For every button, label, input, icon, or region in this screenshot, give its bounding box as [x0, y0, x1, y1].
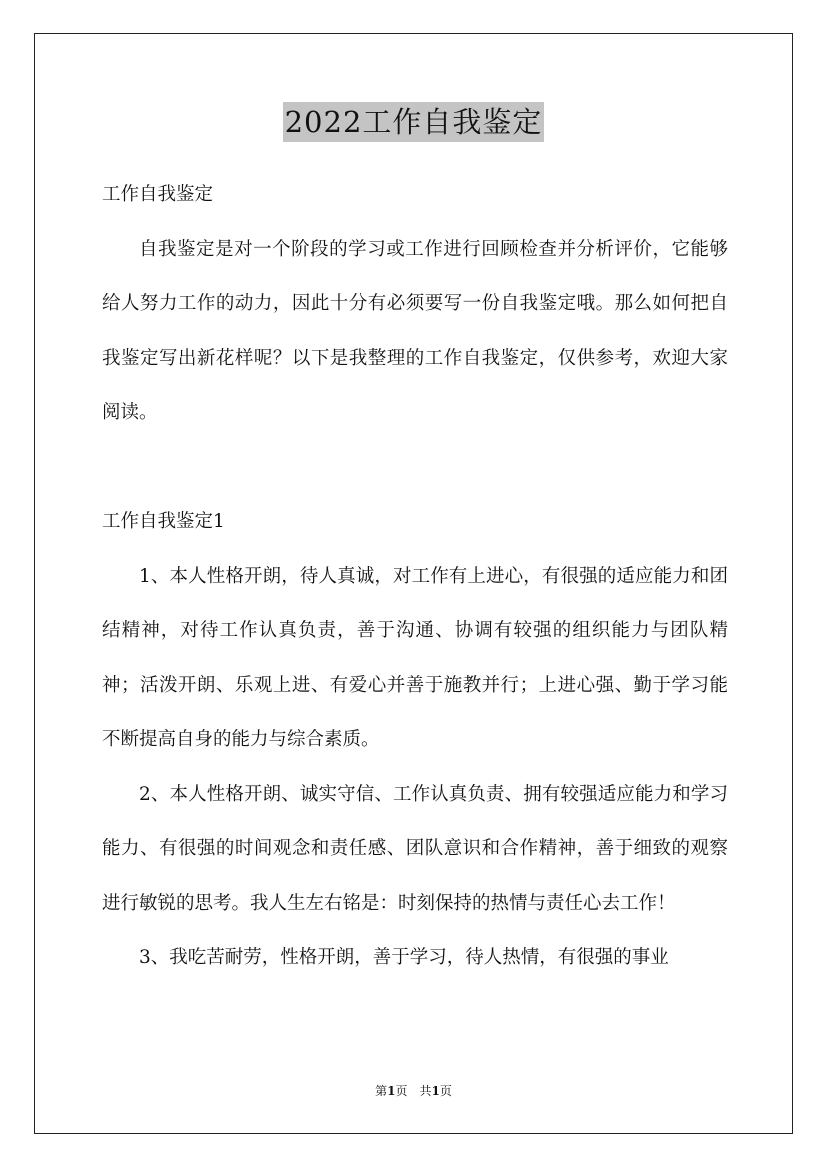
footer-page-total: 1	[431, 1084, 440, 1098]
body-paragraph-3: 3、我吃苦耐劳，性格开朗，善于学习，待人热情，有很强的事业	[139, 947, 669, 968]
footer-page-number: 1	[387, 1084, 396, 1098]
body-paragraph-1: 1、本人性格开朗，待人真诚，对工作有上进心，有很强的适应能力和团结精神，对待工作认真负责，善于沟通、协调有较强的组织能力与团队精神；活泼开朗、乐观上进、有爱心并善于施教并行；上进心强、勤于学习能不断提高自身的能力与综合素质。	[102, 565, 728, 750]
document-title: 2022工作自我鉴定	[283, 102, 545, 142]
footer-page-suffix: 页	[439, 1084, 452, 1098]
footer-page-mid: 页 共	[395, 1084, 432, 1098]
page-footer	[0, 1083, 827, 1099]
intro-heading: 工作自我鉴定	[102, 184, 214, 205]
footer-page-prefix: 第	[375, 1084, 388, 1098]
document-body	[102, 168, 728, 986]
intro-paragraph: 自我鉴定是对一个阶段的学习或工作进行回顾检查并分析评价，它能够给人努力工作的动力，因此十分有必须要写一份自我鉴定哦。那么如何把自我鉴定写出新花样呢？以下是我整理的工作自我鉴定，仅供参考，欢迎大家阅读。	[102, 238, 728, 423]
section-spacer	[102, 441, 728, 496]
body-paragraph-2: 2、本人性格开朗、诚实守信、工作认真负责、拥有较强适应能力和学习能力、有很强的时间观念和责任感、团队意识和合作精神，善于细致的观察进行敏锐的思考。我人生左右铭是：时刻保持的热情与责任心去工作！	[102, 783, 728, 914]
title-container	[0, 102, 827, 142]
section-heading: 工作自我鉴定1	[102, 511, 225, 532]
